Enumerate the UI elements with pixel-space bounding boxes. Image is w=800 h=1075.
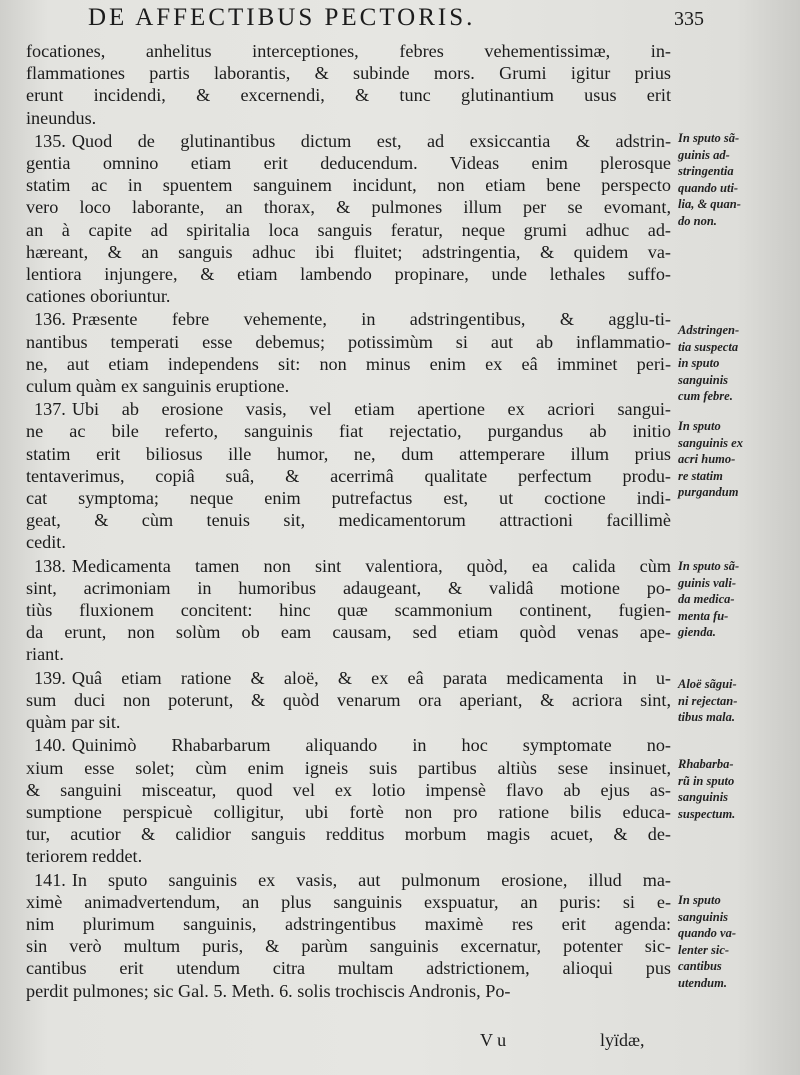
text-line xyxy=(26,643,671,665)
marginal-note: Rhabarba- rũ in sputo sanguinis suspectum. xyxy=(678,757,736,821)
text-line xyxy=(26,913,671,935)
line-text: statim erit biliosus ille humor, ne, dum attemperare illum prius xyxy=(26,443,671,464)
line-text: ne, aut etiam independens sit: non minus enim ex eâ imminet peri- xyxy=(26,353,671,374)
line-text: Quinimò Rhabarbarum aliquando in hoc symptomate no- xyxy=(71,735,671,756)
line-text: quàm par sit. xyxy=(26,712,121,733)
paragraph-number: 138. xyxy=(34,555,66,576)
text-line xyxy=(26,689,671,711)
marginal-note: In sputo sanguinis ex acri humo- re statim purgandum xyxy=(678,419,743,499)
line-text: nim plurimum sanguinis, adstringentibus maximè res erit agenda: xyxy=(26,913,671,934)
line-text: cationes oboriuntur. xyxy=(26,286,171,307)
line-text: cat symptoma; neque enim putrefactus est, ut coctione indi- xyxy=(26,488,671,509)
line-text: erunt incidendi, & excernendi, & tunc glutinantium usus erit xyxy=(26,85,671,106)
marginal-note: In sputo sanguinis quando va- lenter sic- cantibus utendum. xyxy=(678,893,736,990)
line-text: culum quàm ex sanguinis eruptione. xyxy=(26,376,290,397)
text-line xyxy=(26,957,671,979)
line-text: sum duci non poterunt, & quòd venarum ora aperiant, & acriora sint, xyxy=(26,689,671,710)
line-text: hæreant, & an sanguis adhuc ibi fluitet; adstringentia, & quidem va- xyxy=(26,241,671,262)
line-text: cedit. xyxy=(26,532,66,553)
text-line xyxy=(26,241,671,263)
text-line xyxy=(26,734,671,756)
text-line xyxy=(26,487,671,509)
text-line xyxy=(26,285,671,307)
line-text: ne ac bile referto, sanguinis fiat rejectatio, purgandus ab initio xyxy=(26,421,671,442)
text-line xyxy=(26,869,671,891)
text-line xyxy=(26,308,671,330)
line-text: statim ac in spuentem sanguinem incidunt, non etiam bene perspecto xyxy=(26,175,671,196)
text-line xyxy=(26,757,671,779)
text-line xyxy=(26,555,671,577)
paragraph xyxy=(26,555,671,666)
signature-mark: V u xyxy=(480,1030,507,1050)
text-line xyxy=(26,40,671,62)
text-line xyxy=(26,801,671,823)
line-text: cantibus erit utendum citra multam adstrictionem, alioqui pus xyxy=(26,958,671,979)
paragraph xyxy=(26,734,671,867)
text-line xyxy=(26,980,671,1002)
text-line xyxy=(26,420,671,442)
text-line xyxy=(26,196,671,218)
paragraph-number: 136. xyxy=(34,309,66,330)
text-line xyxy=(26,62,671,84)
text-line xyxy=(26,130,671,152)
marginal-note: Adstringen- tia suspecta in sputo sanguinis cum febre. xyxy=(678,323,740,403)
line-text: flammationes partis laborantis, & subinde mors. Grumi igitur prius xyxy=(26,63,671,84)
text-line xyxy=(26,509,671,531)
text-line xyxy=(26,219,671,241)
text-line xyxy=(26,107,671,129)
paragraph-number: 135. xyxy=(34,130,66,151)
line-text: teriorem reddet. xyxy=(26,846,143,867)
text-line xyxy=(26,398,671,420)
text-line xyxy=(26,935,671,957)
text-line xyxy=(26,823,671,845)
text-line xyxy=(26,152,671,174)
paragraph-number: 139. xyxy=(34,667,66,688)
line-text: lentiora injungere, & etiam lambendo propinare, unde lethales suffo- xyxy=(26,264,671,285)
text-line xyxy=(26,779,671,801)
text-line xyxy=(26,353,671,375)
text-line xyxy=(26,443,671,465)
line-text: xium esse solet; cùm enim igneis suis partibus altiùs sese insinuet, xyxy=(26,757,671,778)
paragraph xyxy=(26,869,671,1002)
line-text: focationes, anhelitus interceptiones, febres vehementissimæ, in- xyxy=(26,41,671,61)
line-text: Quâ etiam ratione & aloë, & ex eâ parata medicamenta in u- xyxy=(71,667,671,688)
line-text: tiùs fluxionem concitent: hinc quæ scammonium continent, fugien- xyxy=(26,600,671,621)
line-text: da erunt, non solùm ob eam causam, sed etiam quòd venas ape- xyxy=(26,622,671,643)
text-line xyxy=(26,84,671,106)
line-text: In sputo sanguinis ex vasis, aut pulmonum erosione, illud ma- xyxy=(71,869,671,890)
paragraph xyxy=(26,667,671,734)
text-line xyxy=(26,531,671,553)
page-number: 335 xyxy=(674,8,704,30)
text-line xyxy=(26,845,671,867)
text-line xyxy=(26,667,671,689)
line-text: an à capite ad spiritalia loca sanguis feratur, neque grumi adhuc ad- xyxy=(26,219,671,240)
text-line xyxy=(26,577,671,599)
line-text: gentia omnino etiam erit deducendum. Videas enim plerosque xyxy=(26,153,671,174)
line-text: riant. xyxy=(26,644,64,665)
marginal-note: In sputo sã- guinis vali- da medica- menta fu- gienda. xyxy=(678,559,740,639)
marginal-note: In sputo sã- guinis ad- stringentia quando uti- lia, & quan- do non. xyxy=(678,131,741,228)
paragraph xyxy=(26,308,671,397)
text-line xyxy=(26,621,671,643)
line-text: sumptione perspicuè colligitur, ubi fortè non pro ratione bilis educa- xyxy=(26,801,671,822)
paragraph-number: 141. xyxy=(34,869,66,890)
line-text: tur, acutior & calidior sanguis redditus morbum magis acuet, & de- xyxy=(26,824,671,845)
text-line xyxy=(26,263,671,285)
line-text: & sanguini misceatur, quod vel ex lotio impensè flavo ab ejus as- xyxy=(26,779,671,800)
text-line xyxy=(26,375,671,397)
line-text: ximè animadvertendum, an plus sanguinis exspuatur, an puris: si e- xyxy=(26,891,671,912)
catchword: lyïdæ, xyxy=(600,1030,645,1050)
text-line xyxy=(26,599,671,621)
line-text: ineundus. xyxy=(26,107,97,128)
line-text: perdit pulmones; sic Gal. 5. Meth. 6. solis trochiscis Andronis, Po- xyxy=(26,980,511,1001)
line-text: tentaverimus, copiâ suâ, & acerrimâ qualitate perfectum produ- xyxy=(26,465,671,486)
line-text: sint, acrimoniam in humoribus adaugeant, & validâ motione po- xyxy=(26,577,671,598)
text-line xyxy=(26,891,671,913)
paragraph-number: 137. xyxy=(34,399,66,420)
line-text: nantibus temperati esse debemus; potissimùm si aut ab inflammatio- xyxy=(26,331,671,352)
line-text: Ubi ab erosione vasis, vel etiam apertione ex acriori sangui- xyxy=(71,399,671,420)
text-line xyxy=(26,465,671,487)
line-text: Quod de glutinantibus dictum est, ad exsiccantia & adstrin- xyxy=(71,130,671,151)
line-text: vero loco laborante, an thorax, & pulmones illum per se evomant, xyxy=(26,197,671,218)
text-line xyxy=(26,174,671,196)
paragraph xyxy=(26,130,671,308)
text-line xyxy=(26,331,671,353)
running-title: DE AFFECTIBUS PECTORIS. xyxy=(88,4,476,31)
line-text: geat, & cùm tenuis sit, medicamentorum attractioni facillimè xyxy=(26,510,671,531)
line-text: sin verò multum puris, & parùm sanguinis excernatur, potenter sic- xyxy=(26,936,671,957)
text-line xyxy=(26,711,671,733)
main-text xyxy=(26,40,671,1003)
paragraph xyxy=(26,40,671,129)
marginal-note: Aloë sãgui- ni rejectan- tibus mala. xyxy=(678,677,738,724)
line-text: Præsente febre vehemente, in adstringentibus, & agglu-ti- xyxy=(71,309,671,330)
paragraph-number: 140. xyxy=(34,735,66,756)
page-header xyxy=(88,4,704,38)
line-text: Medicamenta tamen non sint valentiora, quòd, ea calida cùm xyxy=(71,555,671,576)
paragraph xyxy=(26,398,671,553)
